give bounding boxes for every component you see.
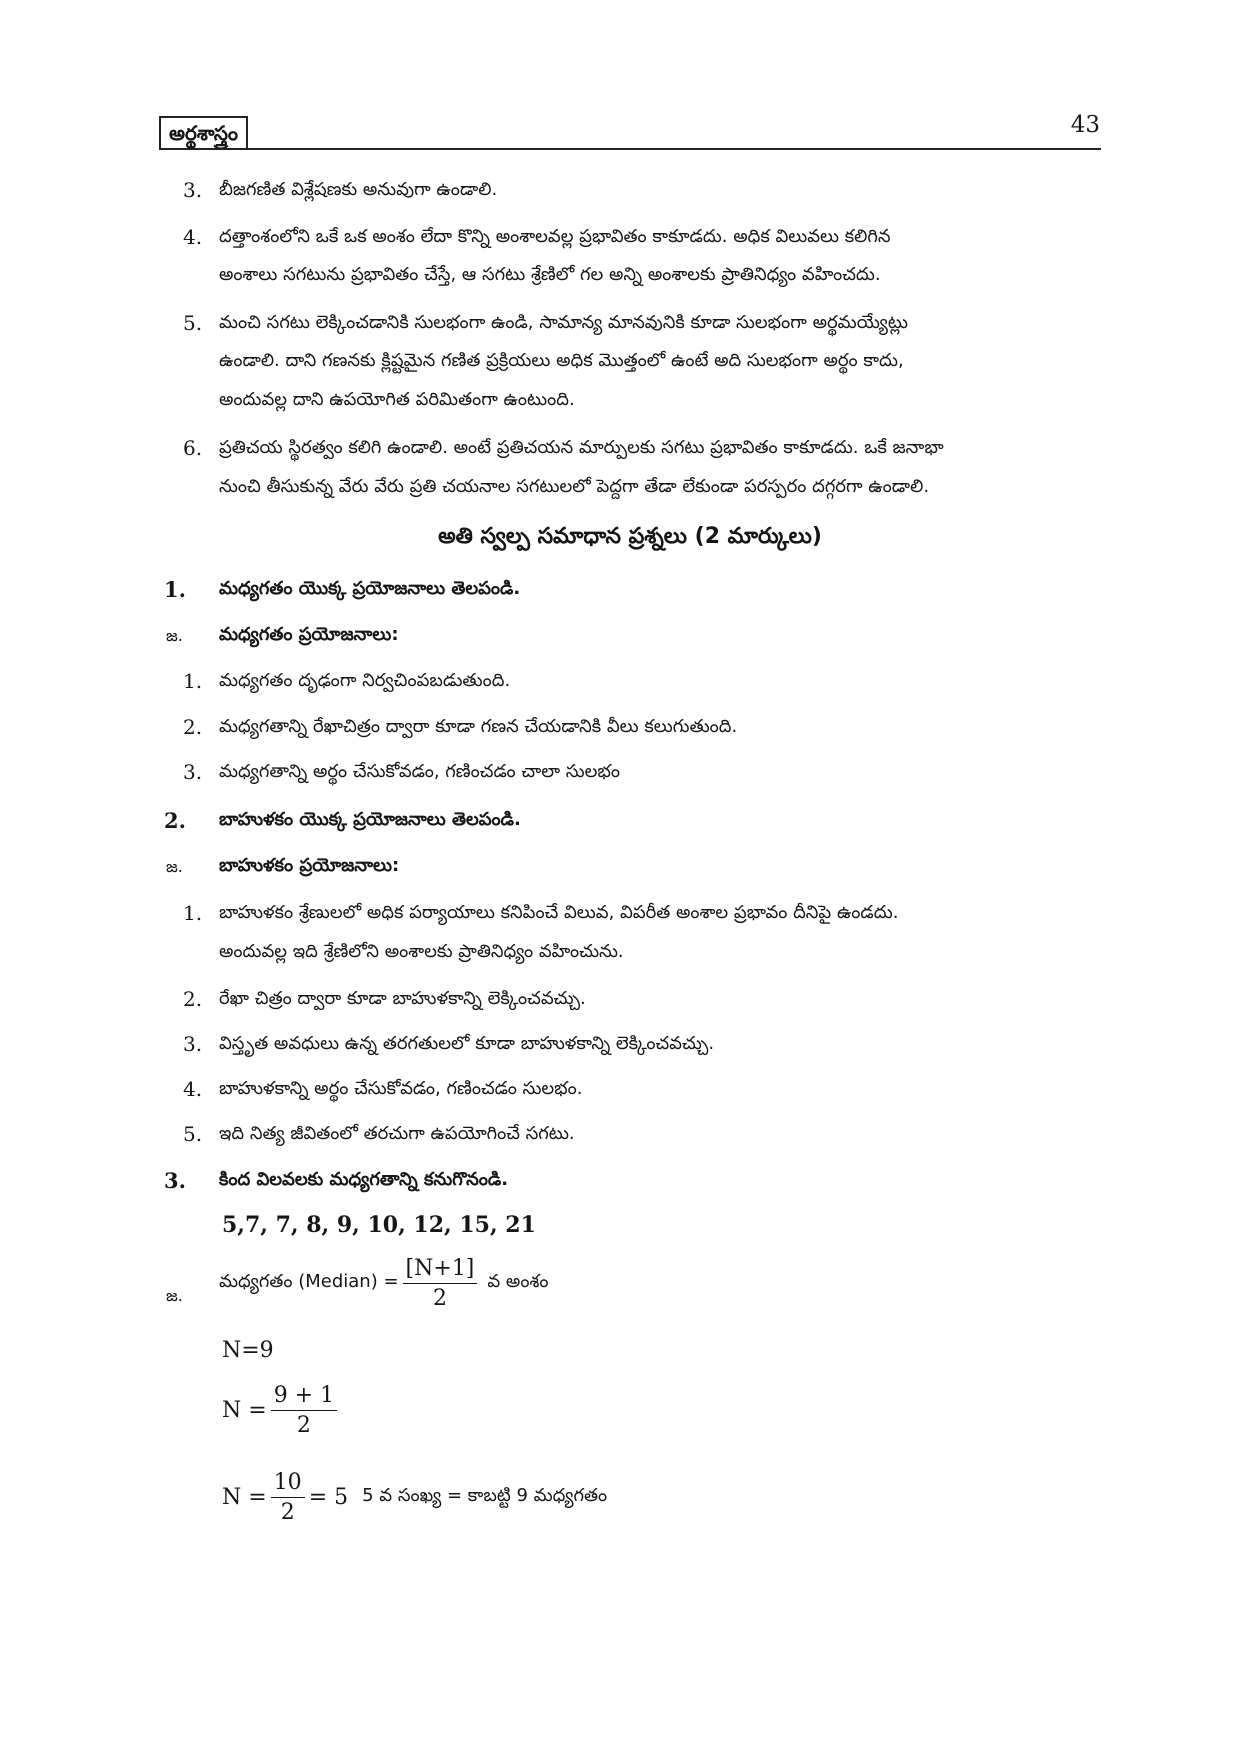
conclusion-text: 5 వ సంఖ్య = కాబట్టి 9 మధ్యగతం — [362, 1485, 608, 1506]
list-item-number: 5. — [183, 311, 203, 335]
value-list: 5,7, 7, 8, 9, 10, 12, 15, 21 — [222, 1212, 536, 1238]
book-title: అర్థశాస్త్రం — [169, 121, 239, 145]
list-item-number: 4. — [183, 225, 203, 249]
list-item-text: దత్తాంశంలోని ఒకే ఒక అంశం లేదా కొన్ని అంశాలవల్ల ప్రభావితం కాకూడదు. అధిక విలువలు కలిగిన — [219, 226, 891, 247]
list-item-text: ఇది నిత్య జీవితంలో తరచుగా ఉపయోగించే సగటు. — [219, 1123, 575, 1144]
question-text: బాహుళకం యొక్క ప్రయోజనాలు తెలపండి. — [219, 809, 521, 830]
answer-marker: జ. — [166, 857, 183, 876]
list-item-text: అందువల్ల ఇది శ్రేణిలోని అంశాలకు ప్రాతినిధ్యం వహించును. — [219, 941, 624, 962]
list-item-number: 6. — [183, 436, 203, 460]
list-item-number: 5. — [183, 1122, 203, 1146]
answer-title: బాహుళకం ప్రయోజనాలు: — [219, 855, 400, 876]
section-heading: అతి స్వల్ప సమాధాన ప్రశ్నలు (2 మార్కులు) — [438, 524, 822, 549]
fraction-denominator: 2 — [280, 1500, 295, 1525]
list-item-number: 3. — [183, 760, 203, 784]
list-item-text: అందువల్ల దాని ఉపయోగిత పరిమితంగా ఉంటుంది. — [219, 389, 575, 410]
list-item-number: 1. — [183, 669, 203, 693]
list-item-text: ఉండాలి. దాని గణనకు క్లిష్టమైన గణిత ప్రక్రియలు అధిక మొత్తంలో ఉంటే అది సులభంగా అర్థం కాదు, — [219, 350, 904, 371]
list-item-number: 3. — [183, 178, 203, 202]
list-item-number: 2. — [183, 987, 203, 1011]
question-number: 3. — [164, 1168, 186, 1193]
page-number: 43 — [1070, 112, 1100, 138]
fraction-numerator: 10 — [271, 1470, 305, 1498]
book-title-box — [159, 116, 248, 150]
list-item-text: మధ్యగతాన్ని అర్థం చేసుకోవడం, గణించడం చాలా సులభం — [219, 761, 621, 782]
list-item-number: 4. — [183, 1077, 203, 1101]
answer-marker: జ. — [166, 626, 183, 645]
list-item-text: బాహుళకం శ్రేణులలో అధిక పర్యాయాలు కనిపించే విలువ, విపరీత అంశాల ప్రభావం దీనిపై ఉండదు. — [219, 902, 899, 923]
list-item-text: నుంచి తీసుకున్న వేరు వేరు ప్రతి చయనాల సగటులలో పెద్దగా తేడా లేకుండా పరస్పరం దగ్గరగా ఉండాలి. — [219, 476, 930, 497]
answer-title: మధ్యగతం ప్రయోజనాలు: — [219, 624, 399, 645]
step-fraction — [271, 1470, 305, 1525]
list-item-number: 1. — [183, 901, 203, 925]
list-item-text: మధ్యగతం దృఢంగా నిర్వచింపబడుతుంది. — [219, 670, 511, 691]
question-number: 1. — [164, 577, 186, 602]
calculation-step-2 — [222, 1470, 607, 1525]
question-text: మధ్యగతం యొక్క ప్రయోజనాలు తెలపండి. — [219, 578, 521, 599]
list-item-text: అంశాలు సగటును ప్రభావితం చేస్తే, ఆ సగటు శ్రేణిలో గల అన్ని అంశాలకు ప్రాతినిధ్యం వహించదు. — [219, 264, 881, 285]
fraction-denominator: 2 — [432, 1286, 447, 1311]
question-text: కింద విలవలకు మధ్యగతాన్ని కనుగొనండి. — [219, 1169, 509, 1190]
answer-marker: జ. — [166, 1286, 183, 1305]
formula-lhs: మధ్యగతం (Median) = — [219, 1271, 399, 1292]
calculation-step-1 — [222, 1383, 341, 1438]
list-item-text: బీజగణిత విశ్లేషణకు అనువుగా ఉండాలి. — [219, 179, 498, 200]
formula-suffix: వ అంశం — [487, 1271, 549, 1292]
list-item-text: రేఖా చిత్రం ద్వారా కూడా బాహుళకాన్ని లెక్కించవచ్చు. — [219, 988, 586, 1009]
step-lhs: N = — [222, 1485, 267, 1510]
fraction-numerator: 9 + 1 — [271, 1383, 337, 1411]
fraction-numerator: [N+1] — [403, 1256, 478, 1284]
fraction-denominator: 2 — [296, 1413, 311, 1438]
step-result: = 5 — [308, 1485, 349, 1510]
step-fraction — [271, 1383, 337, 1438]
step-lhs: N = — [222, 1398, 267, 1423]
list-item-text: మంచి సగటు లెక్కించడానికి సులభంగా ఉండి, సామాన్య మానవునికి కూడా సులభంగా అర్థమయ్యేట్లు — [219, 312, 909, 333]
formula-fraction — [403, 1256, 478, 1311]
list-item-number: 3. — [183, 1032, 203, 1056]
list-item-number: 2. — [183, 715, 203, 739]
question-number: 2. — [164, 808, 186, 833]
median-formula — [219, 1256, 548, 1311]
header-divider — [159, 148, 1101, 150]
list-item-text: విస్తృత అవధులు ఉన్న తరగతులలో కూడా బాహుళకాన్ని లెక్కించవచ్చు. — [219, 1033, 715, 1054]
list-item-text: బాహుళకాన్ని అర్థం చేసుకోవడం, గణించడం సులభం. — [219, 1078, 583, 1099]
list-item-text: ప్రతిచయ స్థిరత్వం కలిగి ఉండాలి. అంటే ప్రతిచయన మార్పులకు సగటు ప్రభావితం కాకూడదు. ఒకే జనాభా — [219, 437, 944, 458]
n-value: N=9 — [222, 1338, 274, 1363]
list-item-text: మధ్యగతాన్ని రేఖాచిత్రం ద్వారా కూడా గణన చేయడానికి వీలు కలుగుతుంది. — [219, 716, 738, 737]
